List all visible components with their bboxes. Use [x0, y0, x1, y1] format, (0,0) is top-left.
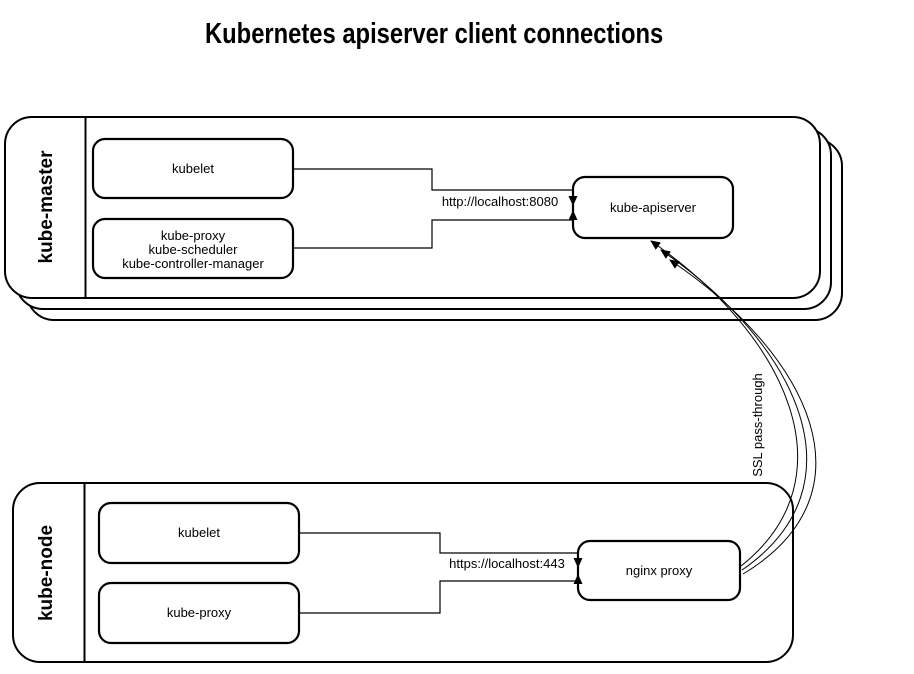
node-proxy-node [99, 583, 299, 643]
nginx-proxy-label: nginx proxy [625, 563, 693, 578]
nginx-proxy-node [578, 541, 740, 600]
node-proxy-label: kube-proxy [166, 605, 232, 620]
master-edge-label: http://localhost:8080 [441, 194, 559, 209]
diagram-title: Kubernetes apiserver client connections [205, 16, 664, 50]
node-kubelet-label: kubelet [178, 525, 220, 540]
master-kubelet-label: kubelet [172, 161, 214, 176]
master-services-line-2: kube-scheduler [148, 242, 238, 257]
master-services-line-3: kube-controller-manager [122, 256, 264, 271]
apiserver-node [573, 177, 733, 238]
apiserver-label: kube-apiserver [610, 200, 696, 215]
master-kubelet-node [93, 139, 293, 198]
node-kubelet-node [99, 503, 299, 563]
ssl-edge-label: SSL pass-through [750, 373, 765, 477]
master-services-node [93, 219, 293, 278]
node-edge-label: https://localhost:443 [449, 556, 565, 571]
master-services-line-1: kube-proxy [160, 228, 226, 243]
master-container-label: kube-master [36, 150, 57, 264]
node-container-label: kube-node [36, 524, 57, 622]
